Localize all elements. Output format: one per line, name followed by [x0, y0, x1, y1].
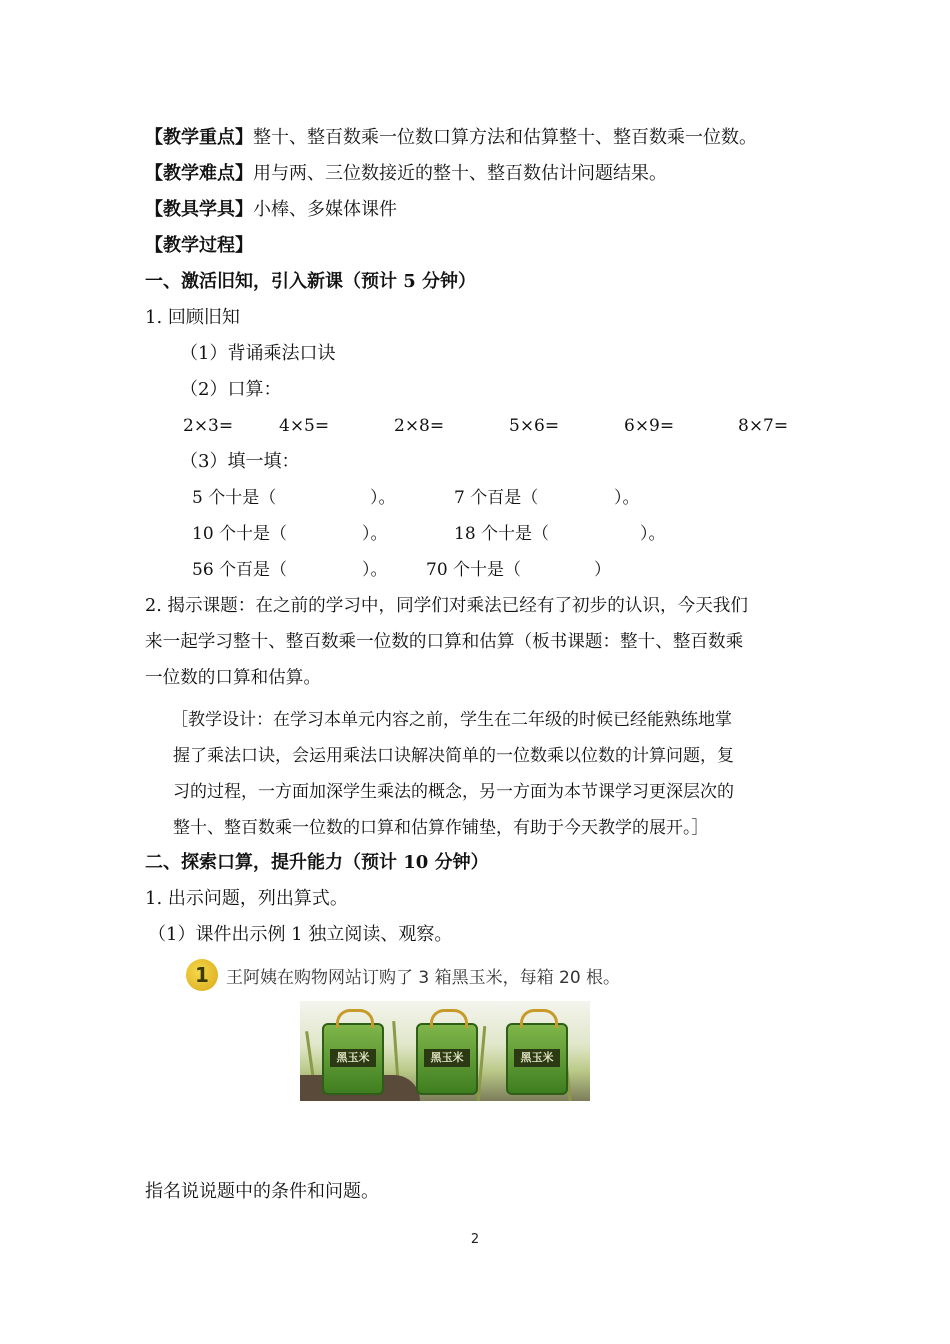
section2-sub1: （1）课件出示例 1 独立阅读、观察。 — [148, 924, 453, 945]
teaching-design-note — [145, 702, 815, 846]
calc-item: 4×5= — [279, 416, 330, 436]
example-text: 王阿姨在购物网站订购了 3 箱黑玉米，每箱 20 根。 — [226, 968, 621, 988]
item2-line: 来一起学习整十、整百数乘一位数的口算和估算（板书课题：整十、整百数乘 — [145, 632, 744, 652]
corn-box-label: 黑玉米 — [424, 1049, 470, 1067]
design-line: 习的过程，一方面加深学生乘法的概念，另一方面为本节课学习更深层次的 — [173, 782, 734, 802]
fill-item: ）。 — [640, 524, 666, 544]
key-points-line — [145, 126, 757, 150]
corn-box — [416, 1023, 478, 1095]
corn-boxes-illustration — [300, 1001, 590, 1101]
fill-item: ） — [594, 560, 611, 580]
fill-item: ）。 — [362, 560, 388, 580]
section1-sub1: （1）背诵乘法口诀 — [180, 343, 336, 364]
calc-item: 8×7= — [738, 416, 789, 436]
fill-item: ）。 — [370, 488, 396, 508]
section1-item1: 1. 回顾旧知 — [145, 307, 240, 328]
section1-sub3: （3）填一填： — [180, 451, 300, 472]
section1-heading: 一、激活旧知，引入新课（预计 5 分钟） — [145, 271, 477, 292]
item2-line: 2. 揭示课题：在之前的学习中，同学们对乘法已经有了初步的认识，今天我们 — [145, 596, 748, 616]
difficulty-text: 用与两、三位数接近的整十、整百数估计问题结果。 — [253, 163, 667, 184]
difficulty-line — [145, 162, 667, 186]
design-line: 握了乘法口诀，会运用乘法口诀解决简单的一位数乘以位数的计算问题，复 — [173, 746, 734, 766]
fill-item: 18 个十是（ — [454, 524, 550, 544]
design-line: ［教学设计：在学习本单元内容之前，学生在二年级的时候已经能熟练地掌 — [171, 710, 732, 730]
tools-text: 小棒、多媒体课件 — [253, 199, 397, 220]
item2-line: 一位数的口算和估算。 — [145, 668, 321, 688]
fill-item: ）。 — [362, 524, 388, 544]
fill-item: 7 个百是（ — [454, 488, 539, 508]
example-number-badge: 1 — [186, 959, 218, 991]
key-points-label: 【教学重点】 — [145, 127, 253, 148]
example-figure — [180, 955, 650, 1115]
process-heading: 【教学过程】 — [145, 235, 253, 256]
fill-item: 56 个百是（ — [192, 560, 288, 580]
corn-box-label: 黑玉米 — [514, 1049, 560, 1067]
tools-label: 【教具学具】 — [145, 199, 253, 220]
calc-item: 2×8= — [394, 416, 445, 436]
section1-sub2: （2）口算： — [180, 379, 282, 400]
calc-item: 6×9= — [624, 416, 675, 436]
corn-box-label: 黑玉米 — [330, 1049, 376, 1067]
section2-after: 指名说说题中的条件和问题。 — [145, 1181, 379, 1202]
corn-box — [322, 1023, 384, 1095]
key-points-text: 整十、整百数乘一位数口算方法和估算整十、整百数乘一位数。 — [253, 127, 757, 148]
design-line: 整十、整百数乘一位数的口算和估算作铺垫，有助于今天教学的展开。］ — [173, 818, 709, 838]
difficulty-label: 【教学难点】 — [145, 163, 253, 184]
tools-line — [145, 198, 397, 222]
fill-item: 10 个十是（ — [192, 524, 288, 544]
page-number: 2 — [470, 1232, 480, 1247]
section2-heading: 二、探索口算，提升能力（预计 10 分钟） — [145, 852, 489, 873]
fill-item: 5 个十是（ — [192, 488, 277, 508]
fill-item: ）。 — [614, 488, 640, 508]
calc-item: 5×6= — [509, 416, 560, 436]
calc-item: 2×3= — [183, 416, 234, 436]
section2-item1: 1. 出示问题，列出算式。 — [145, 888, 348, 909]
corn-box — [506, 1023, 568, 1095]
fill-item: 70 个十是（ — [426, 560, 522, 580]
